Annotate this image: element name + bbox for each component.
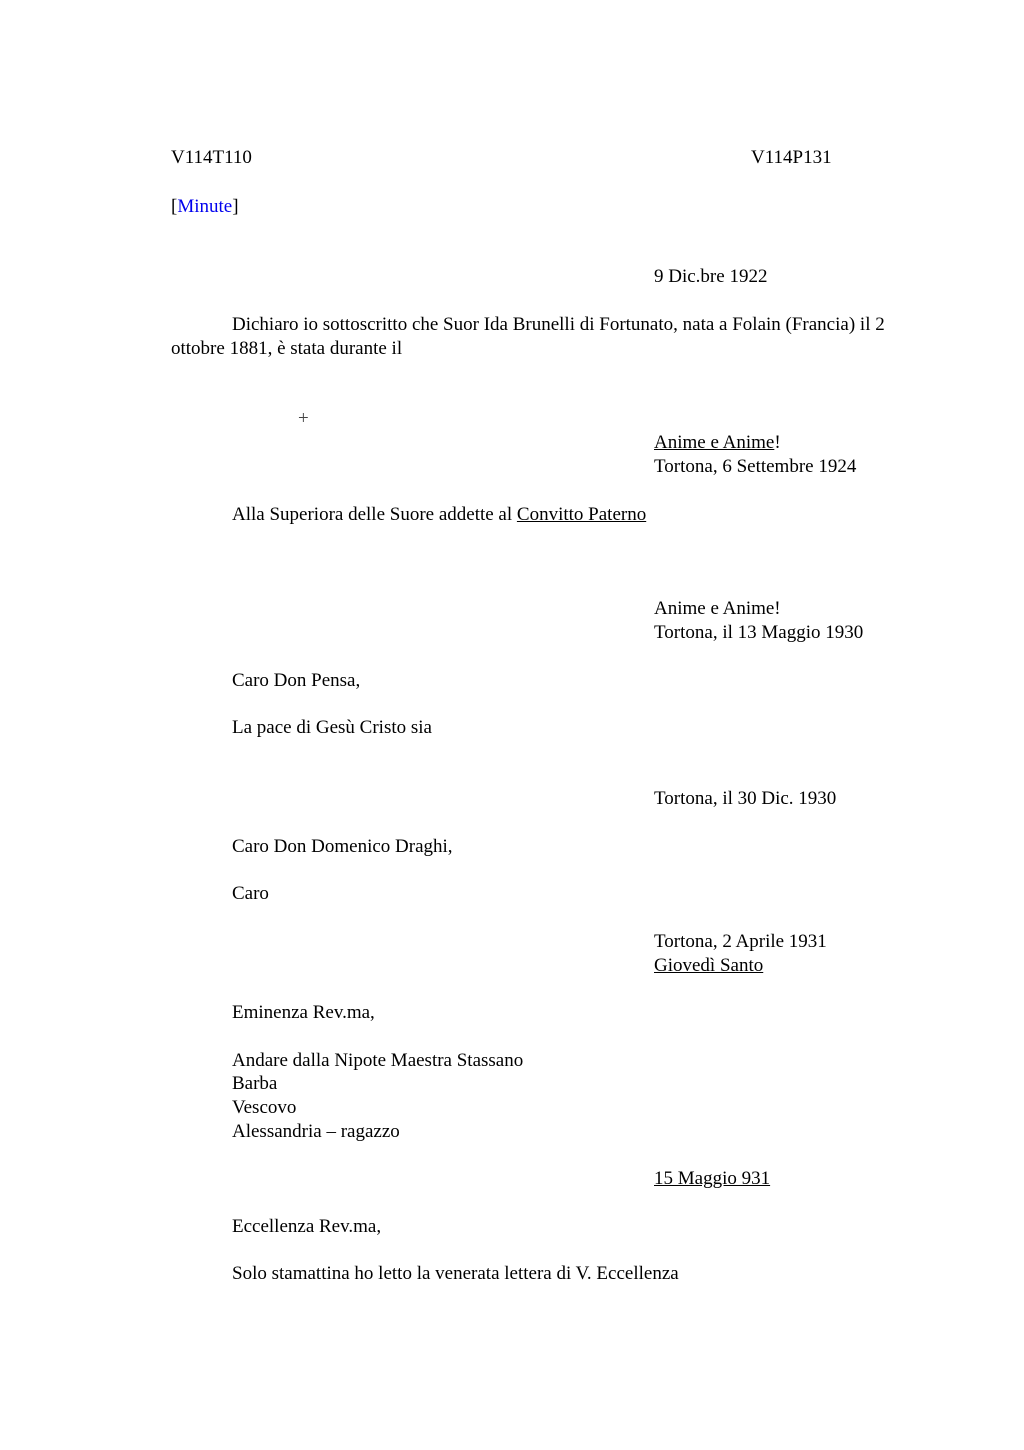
entry4-date: Tortona, il 30 Dic. 1930 <box>654 788 837 809</box>
entry2-date: Tortona, 6 Settembre 1924 <box>654 456 857 477</box>
entry6-body: Solo stamattina ho letto la venerata lettera di V. Eccellenza <box>232 1263 679 1284</box>
entry2-address-prefix: Alla Superiora delle Suore addette al <box>232 504 517 525</box>
entry5-salutation: Eminenza Rev.ma, <box>232 1002 375 1023</box>
document-code-right: V114P131 <box>751 147 832 168</box>
entry3-motto: Anime e Anime! <box>654 598 781 619</box>
entry4-body: Caro <box>232 883 269 904</box>
entry2-motto-underlined: Anime e Anime <box>654 432 775 453</box>
entry3-body: La pace di Gesù Cristo sia <box>232 717 432 738</box>
entry5-note: Andare dalla Nipote Maestra Stassano <box>232 1050 524 1071</box>
minute-link[interactable]: Minute <box>177 196 233 217</box>
bracket-open: [ <box>171 196 178 217</box>
document-code-left: V114T110 <box>171 147 252 168</box>
entry5-note: Barba <box>232 1073 278 1094</box>
entry3-date: Tortona, il 13 Maggio 1930 <box>654 622 864 643</box>
entry6-date: 15 Maggio 931 <box>654 1168 771 1189</box>
entry5-note: Alessandria – ragazzo <box>232 1121 400 1142</box>
entry5-day: Giovedì Santo <box>654 955 764 976</box>
entry4-salutation: Caro Don Domenico Draghi, <box>232 836 453 857</box>
cross-symbol: + <box>298 408 309 429</box>
entry5-date: Tortona, 2 Aprile 1931 <box>654 931 827 952</box>
bracket-close: ] <box>232 196 239 217</box>
entry6-salutation: Eccellenza Rev.ma, <box>232 1216 382 1237</box>
entry2-address <box>232 503 646 527</box>
entry2-address-underlined: Convitto Paterno <box>516 504 647 525</box>
entry1-date: 9 Dic.bre 1922 <box>654 266 768 287</box>
entry3-salutation: Caro Don Pensa, <box>232 670 361 691</box>
entry2-motto-punct: ! <box>774 432 781 453</box>
entry1-text: Dichiaro io sottoscritto che Suor Ida Brunelli di Fortunato, nata a Folain (Francia) il 2 ottobre 1881, è stata durante il <box>171 314 885 359</box>
entry2-motto <box>654 431 781 455</box>
entry5-note: Vescovo <box>232 1097 297 1118</box>
minute-label <box>171 195 239 219</box>
